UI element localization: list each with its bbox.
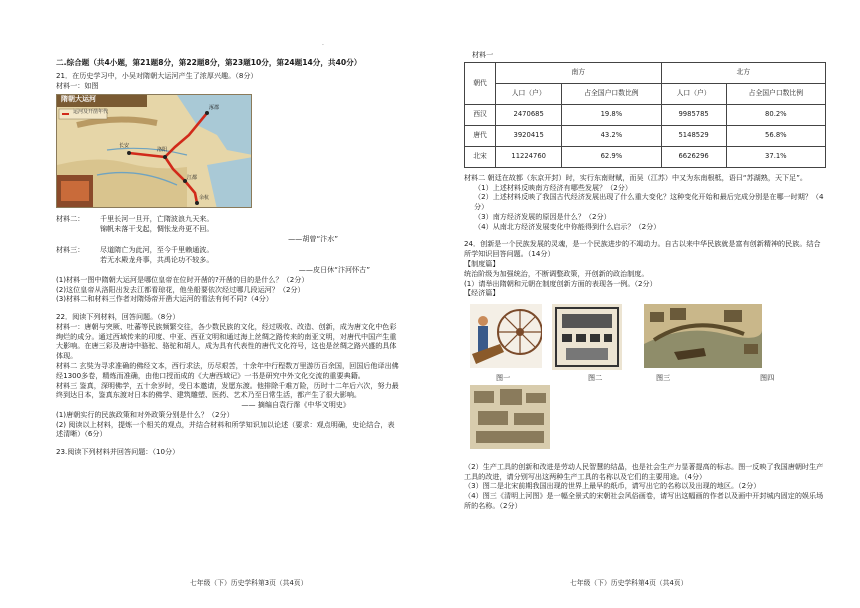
table-cell: 西汉 bbox=[465, 104, 496, 125]
material3-line1: 尽道隋亡为此河，至今千里赖通波。 bbox=[100, 245, 214, 255]
q22-material1: 材料一：唐朝与突厥、吐蕃等民族频繁交往，各少数民族的文化，经过吸收、改造、创新，成为唐文化中色彩绚烂的成分。通过西域传来的印度、中亚、西亚文明和通过海上丝绸之路传来的南亚文明，对唐代中国产生重大影响。在唐三彩及唐诗中骆驼、骆驼和胡人，成为具有代表性的唐代文化符号，这也是丝绸之路兴盛的具体体现。 bbox=[56, 321, 397, 361]
q22-intro: 22．阅读下列材料，回答问题。（8分） bbox=[56, 312, 180, 322]
table-cell: 37.1% bbox=[726, 146, 825, 167]
map-legend: 运河及开凿年代 bbox=[73, 109, 109, 116]
q23-material2: 材料二 朝廷在故都（东京开封）时，实行东南财赋，而吴（江苏）中又为东南根柢，语曰“苏湖熟，天下足”。 bbox=[464, 172, 808, 182]
q22-material3: 材料三 鉴真，深明佛学，五十余岁时，受日本邀请，发愿东渡。他排除千难万险，历时十二年后六次，努力最终到达日本，鉴真东渡对日本的佛学、建筑雕塑、医药、艺术乃至日常生活，都产生了很大影响。 bbox=[56, 380, 399, 400]
q24-4: （4）图三《清明上河图》是一幅全景式的宋朝社会风俗画卷，请写出这幅画的作者以及画中开封城内固定的娱乐场所的名称。（2分） bbox=[464, 491, 824, 510]
figure3-image bbox=[470, 385, 824, 452]
q23-1: （1）上述材料反映南方经济有哪些发展？（2分） bbox=[474, 182, 632, 192]
q23-3: （3）南方经济发展的原因是什么？（2分） bbox=[474, 211, 611, 221]
material2-line2: 锦帆未落干戈起，惆怅龙舟更不回。 bbox=[100, 223, 214, 233]
table-head-cell: 人口（户） bbox=[496, 83, 562, 104]
q21-material1: 材料一：如图 bbox=[56, 81, 99, 91]
map-city-zhuojun: 涿郡 bbox=[209, 105, 220, 112]
right-footer: 七年级（下）历史学科第4页（共4页） bbox=[570, 578, 688, 587]
q24-3: （3）图二是北宋前期我国出现的世界上最早的纸币，请写出它的名称以及出现的地区。（2分） bbox=[464, 481, 761, 491]
q22-2: (2) 阅读以上材料，提炼一个相关的观点，并结合材料和所学知识加以论述（要求：观点明确，史论结合，表述清晰）（6分） bbox=[56, 419, 395, 439]
figure2-image bbox=[552, 304, 622, 373]
page-dot: . bbox=[322, 40, 324, 47]
table-row bbox=[465, 104, 826, 125]
figure-row bbox=[470, 304, 824, 373]
q21-1: (1)材料一图中隋朝大运河是哪位皇帝在位时开凿的?开凿的目的是什么？（2分） bbox=[56, 274, 309, 284]
figure-labels bbox=[464, 373, 824, 383]
figure3-caption: 图三 bbox=[656, 372, 671, 382]
table-head-cell: 占全国户口数比例 bbox=[562, 83, 661, 104]
table-cell: 62.9% bbox=[562, 146, 661, 167]
figure1-image bbox=[470, 304, 542, 371]
table-cell: 9985785 bbox=[661, 104, 726, 125]
table-cell: 11224760 bbox=[496, 146, 562, 167]
material2-label: 材料二： bbox=[56, 214, 85, 224]
material2-line1: 千里长河一旦开，亡隋波浪九天来。 bbox=[100, 214, 214, 224]
table-row bbox=[465, 125, 826, 146]
table-cell: 北宋 bbox=[465, 146, 496, 167]
q24-economy-heading: 【经济篇】 bbox=[464, 288, 500, 298]
table-row bbox=[465, 146, 826, 167]
material2-source: ——胡曾“汴水” bbox=[288, 233, 338, 243]
q24-1: (1）请举出隋朝和元朝在制度创新方面的表现各一例。（2分） bbox=[464, 278, 657, 288]
q23-2: （2）上述材料反映了我国古代经济发展出现了什么重大变化？这种变化开始和最后完成分别是在哪一时期？（4分） bbox=[474, 192, 824, 212]
table-cell: 43.2% bbox=[562, 125, 661, 146]
q24-intro: 24．创新是一个民族发展的灵魂，是一个民族进步的不竭动力。自古以来中华民族就是富有创新精神的民族。结合所学知识回答问题。（14分） bbox=[464, 239, 821, 259]
table-head-north: 北方 bbox=[661, 62, 825, 83]
figure4-caption: 图四 bbox=[760, 372, 775, 382]
q21-intro: 21．在历史学习中，小吴对隋朝大运河产生了浓厚兴趣。（8分） bbox=[56, 71, 258, 81]
map-city-changan: 长安 bbox=[119, 143, 130, 150]
figure2-caption: 图二 bbox=[588, 372, 603, 382]
section-title: 二.综合题（共4小题，第21题8分，第22题8分，第23题10分，第24题14分，共40分） bbox=[56, 58, 362, 67]
grand-canal-map bbox=[56, 94, 252, 208]
q22-source: —— 摘编自袁行霈《中华文明史》 bbox=[241, 400, 350, 410]
map-city-yuhang: 余杭 bbox=[199, 195, 210, 202]
table-cell: 19.8% bbox=[562, 104, 661, 125]
table-head-south: 南方 bbox=[496, 62, 661, 83]
figure1-caption: 图一 bbox=[496, 372, 511, 382]
map-title: 隋朝大运河 bbox=[61, 95, 96, 104]
q24-system-heading: 【制度篇】 bbox=[464, 259, 500, 269]
table-cell: 3920415 bbox=[496, 125, 562, 146]
material3 bbox=[56, 245, 400, 265]
table-head-cell: 人口（户） bbox=[661, 83, 726, 104]
material3-line2: 若无水殿龙舟事，共禹论功不较多。 bbox=[100, 255, 214, 265]
material1-title: 材料一 bbox=[472, 50, 494, 59]
map-city-luoyang: 洛阳 bbox=[157, 147, 168, 154]
q21-3: (3)材料二和材料三作者对隋炀帝开凿大运河的看法有何不同?（4分） bbox=[56, 294, 273, 304]
table-cell: 56.8% bbox=[726, 125, 825, 146]
material3-label: 材料三： bbox=[56, 245, 85, 255]
table-head-cell: 占全国户口数比例 bbox=[726, 83, 825, 104]
population-table bbox=[464, 62, 826, 168]
q23-intro: 23.阅读下列材料并回答问题：（10分） bbox=[56, 447, 180, 457]
right-page bbox=[430, 0, 860, 608]
q21-2: (2)这位皇帝从洛阳出发去江都看琼花，他坐船要依次经过哪几段运河？（2分） bbox=[56, 284, 305, 294]
q22-material2: 材料二 玄奘为寻求准确的佛经文本，西行求法，历尽艰苦，十余年中行程数万里游历百余国，回国后他译出佛经1300多卷，精炼而准确，由他口授而成的《大唐西域记》一书是研究中外文化交流的重要典籍。 bbox=[56, 360, 399, 380]
q22-1: (1)唐朝实行的民族政策和对外政策分别是什么？（2分） bbox=[56, 409, 234, 419]
table-head-dynasty: 朝代 bbox=[465, 62, 496, 104]
q24-system-text: 统治阶级为加强统治，不断调整政策，开创新的政治制度。 bbox=[464, 268, 649, 278]
table-cell: 5148529 bbox=[661, 125, 726, 146]
left-footer: 七年级（下）历史学科第3页（共4页） bbox=[190, 578, 308, 587]
table-cell: 2470685 bbox=[496, 104, 562, 125]
map-city-jiangdu: 江都 bbox=[187, 175, 198, 182]
material2 bbox=[56, 214, 400, 234]
q24-2: （2）生产工具的创新和改进是劳动人民智慧的结晶，也是社会生产力显著提高的标志。图一反映了我国唐朝时生产工具的改进，请分别写出这两种生产工具的名称以及它们的主要用途。（4分） bbox=[464, 461, 824, 481]
table-cell: 唐代 bbox=[465, 125, 496, 146]
material3-source: ——皮日休“汴河怀古” bbox=[298, 264, 370, 274]
q23-4: （4）从南北方经济发展变化中你能得到什么启示？（2分） bbox=[474, 221, 661, 231]
figure4-image bbox=[644, 304, 762, 371]
table-cell: 80.2% bbox=[726, 104, 825, 125]
table-cell: 6626296 bbox=[661, 146, 726, 167]
